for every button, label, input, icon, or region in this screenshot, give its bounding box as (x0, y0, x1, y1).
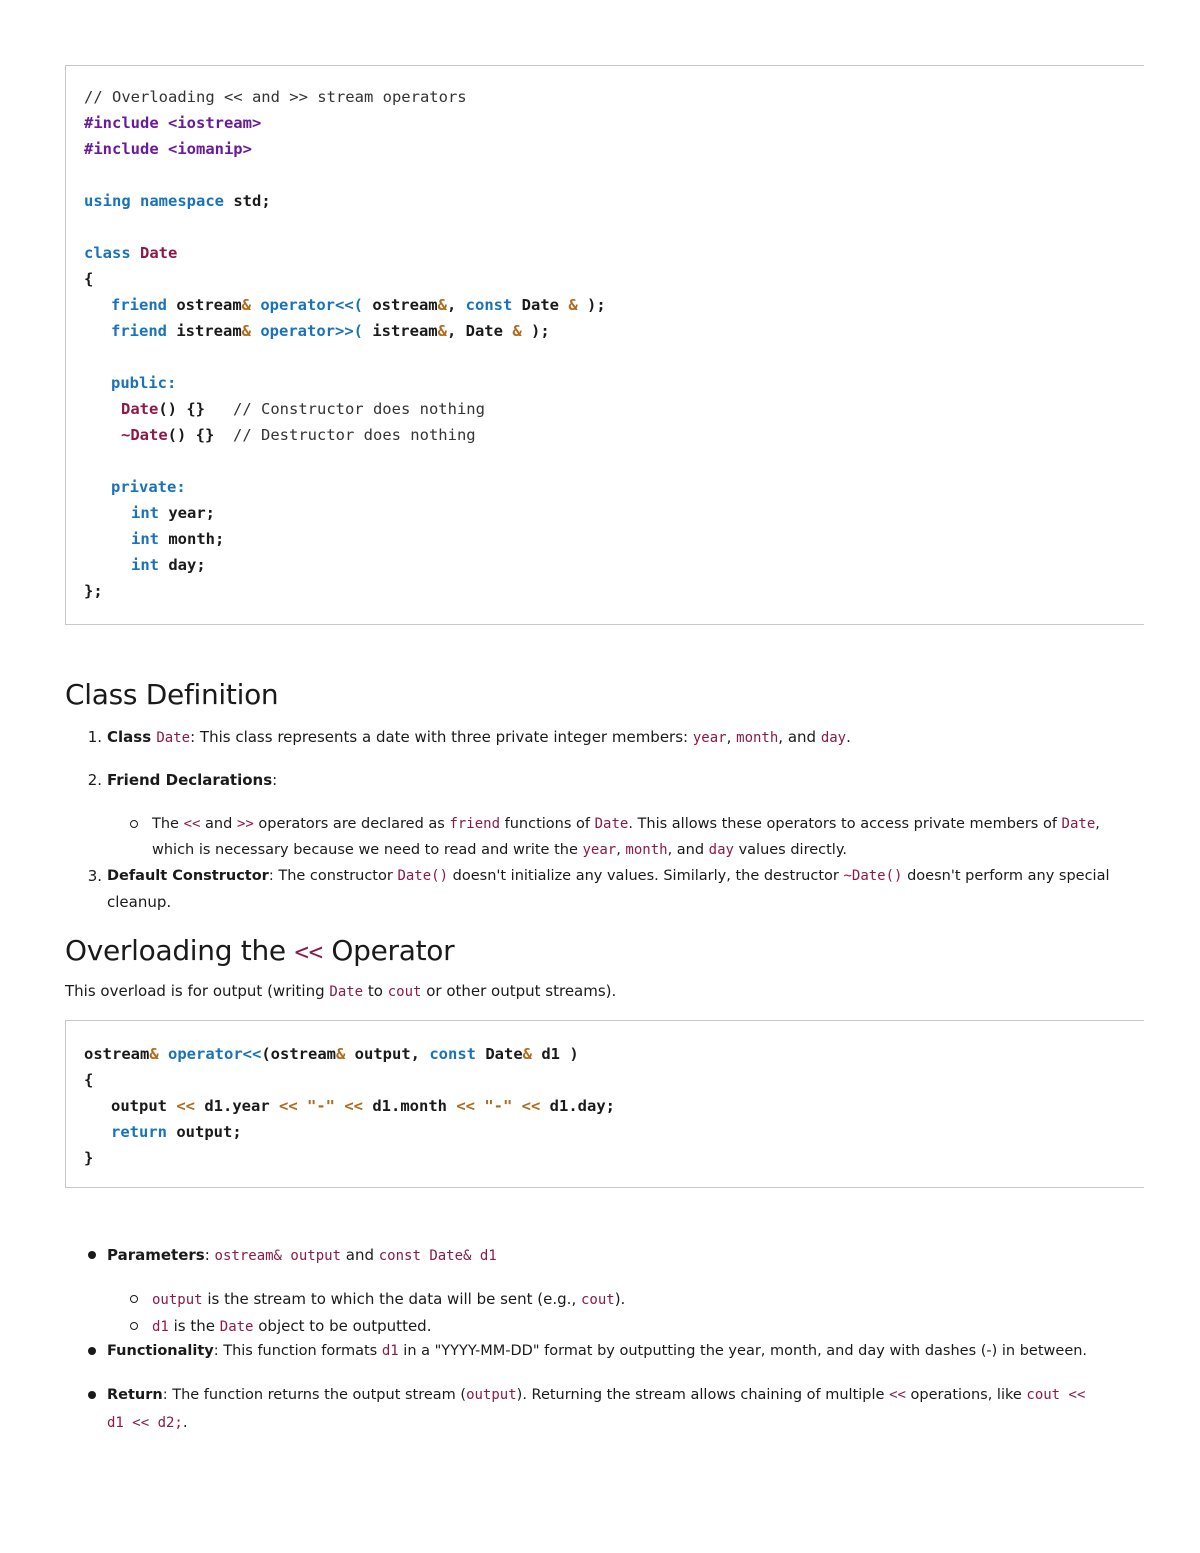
code-line (131, 552, 206, 578)
code-keyword: friend (111, 322, 167, 340)
code-text: { (84, 270, 94, 288)
inline-code: cout << (1026, 1387, 1086, 1403)
code-operator: & (437, 322, 447, 340)
code-type: Date (130, 244, 178, 262)
inline-code: day (820, 730, 847, 746)
code-line (84, 266, 93, 292)
paragraph-text: : The constructor (268, 868, 398, 884)
list-item-class (107, 725, 851, 750)
code-operator: << (456, 1097, 475, 1115)
code-text: month; (159, 530, 225, 548)
code-text: } (84, 1149, 94, 1167)
code-keyword: const (456, 296, 513, 314)
code-text: ostream (84, 1045, 150, 1063)
inline-code: output (466, 1387, 517, 1403)
list-item-friend (107, 768, 277, 792)
code-line (111, 474, 186, 500)
inline-code: output (152, 1292, 203, 1308)
code-text: () {} (158, 400, 205, 418)
code-type: Date (121, 400, 159, 418)
code-keyword: class (84, 244, 131, 262)
bullet-disc-icon (88, 1347, 96, 1355)
paragraph-text: , and (667, 842, 709, 858)
paragraph-text: , and (778, 728, 821, 746)
paragraph-text: or other output streams). (421, 982, 617, 1000)
code-operator: << (335, 1097, 363, 1115)
inline-code: << (294, 938, 323, 966)
code-line (131, 526, 224, 552)
inline-code: friend (449, 816, 501, 832)
code-block-date-class (65, 65, 1144, 625)
inline-code: Date() (397, 868, 449, 884)
inline-code: const Date& d1 (378, 1248, 497, 1264)
code-operator: & (241, 322, 251, 340)
code-line (84, 1041, 579, 1067)
inline-code: ostream& output (214, 1248, 341, 1264)
inline-code: day (708, 842, 734, 858)
bullet-return (107, 1383, 1085, 1407)
paragraph-text: which is necessary because we need to read and write the (152, 842, 583, 858)
code-line (84, 1145, 93, 1171)
code-text: }; (84, 582, 103, 600)
code-line (111, 292, 606, 318)
bold-text: Parameters (107, 1246, 205, 1264)
code-keyword: int (131, 504, 159, 522)
code-type: ~Date (121, 426, 168, 444)
code-operator: << (512, 1097, 541, 1115)
paragraph-text: object to be outputted. (253, 1317, 432, 1335)
section-heading-overloading (65, 934, 454, 967)
code-text: { (84, 1071, 94, 1089)
bold-text: Functionality (107, 1343, 214, 1359)
paragraph-text: : (272, 771, 278, 789)
code-text: <iostream> (158, 114, 262, 132)
paragraph-text: . (846, 728, 851, 746)
inline-code: year (582, 842, 617, 858)
code-text: istream (167, 322, 242, 340)
code-keyword: public: (111, 374, 177, 392)
inline-code: d1 (152, 1319, 169, 1335)
code-line (111, 1093, 615, 1119)
code-text: d1.month (363, 1097, 457, 1115)
bullet-functionality (107, 1339, 1087, 1363)
inline-code: Date (219, 1319, 254, 1335)
code-block-operator-overload (65, 1020, 1144, 1188)
code-keyword: #include (84, 114, 159, 132)
bold-text: Friend Declarations (107, 771, 273, 789)
code-operator: & (522, 1045, 533, 1063)
sub-list-item (152, 812, 1100, 836)
inline-code: cout (580, 1292, 615, 1308)
code-string: "-" (297, 1097, 335, 1115)
list-number: 1. (87, 728, 102, 746)
paragraph-text: doesn't perform any special (902, 868, 1110, 884)
inline-code: d1 << d2; (107, 1415, 183, 1431)
code-string: "-" (475, 1097, 513, 1115)
code-text: output; (167, 1123, 242, 1141)
code-keyword: using (84, 192, 131, 210)
paragraph-text: This overload is for output (writing (65, 982, 330, 1000)
code-text: output (111, 1097, 177, 1115)
bullet-circle-icon (130, 1295, 138, 1303)
code-text: d1 ) (532, 1045, 579, 1063)
paragraph-text: operations, like (905, 1387, 1027, 1403)
paragraph-text: operators are declared as (253, 816, 450, 832)
list-item-constructor-continued: cleanup. (107, 893, 172, 911)
paragraph-text: : This class represents a date with three private integer members: (190, 728, 693, 746)
bold-text: Return (107, 1387, 163, 1403)
paragraph-text: is the (168, 1317, 220, 1335)
inline-code: month (736, 730, 779, 746)
paragraph-text: , (616, 842, 626, 858)
code-comment: // Destructor does nothing (214, 426, 476, 444)
inline-code: Date (329, 984, 364, 1000)
code-keyword: operator>>( (251, 322, 363, 340)
paragraph-text: to (363, 982, 388, 1000)
inline-code: d1 (381, 1343, 399, 1359)
paragraph-text: and (200, 816, 237, 832)
code-keyword: #include (84, 140, 159, 158)
code-text: ); (577, 296, 606, 314)
code-line (84, 240, 177, 266)
section-heading-class-definition: Class Definition (65, 678, 279, 711)
code-text: output, (345, 1045, 430, 1063)
intro-paragraph (65, 979, 616, 1004)
list-item-constructor (107, 864, 1109, 888)
bullet-disc-icon (88, 1391, 96, 1399)
inline-code: << (183, 816, 201, 832)
code-operator: & (149, 1045, 159, 1063)
code-line (84, 110, 261, 136)
inline-code: Date (594, 816, 629, 832)
bullet-parameters (107, 1243, 497, 1268)
list-number: 2. (87, 771, 102, 789)
code-text: , Date (446, 322, 513, 340)
code-comment: // Constructor does nothing (205, 400, 485, 418)
paragraph-text: The (152, 816, 184, 832)
heading-text: Operator (322, 934, 455, 967)
code-text: (ostream (261, 1045, 336, 1063)
code-operator: << (279, 1097, 298, 1115)
inline-code: cout (387, 984, 422, 1000)
inline-code: Date (156, 730, 191, 746)
code-line (111, 318, 550, 344)
inline-code: >> (236, 816, 254, 832)
paragraph-text: is the stream to which the data will be sent (e.g., (202, 1290, 581, 1308)
code-operator: & (335, 1045, 346, 1063)
paragraph-text: , (726, 728, 737, 746)
paragraph-text: values directly. (733, 842, 847, 858)
sub-list-item-continued (152, 838, 847, 862)
code-text: Date (512, 296, 569, 314)
code-line (84, 136, 252, 162)
code-text: () {} (167, 426, 215, 444)
paragraph-text: in a "YYYY-MM-DD" format by outputting the year, month, and day with dashes (-) in between. (398, 1343, 1088, 1359)
code-keyword: friend (111, 296, 167, 314)
code-keyword: private: (111, 478, 186, 496)
paragraph-text: . (182, 1413, 188, 1431)
paragraph-text: functions of (500, 816, 595, 832)
code-comment: // Overloading << and >> stream operators (84, 88, 467, 106)
inline-code: ~Date() (843, 868, 903, 884)
paragraph-text: : The function returns the output stream ( (162, 1387, 467, 1403)
bullet-return-continued (107, 1410, 188, 1435)
code-keyword: int (131, 556, 159, 574)
code-operator: & (437, 296, 447, 314)
code-keyword: namespace (130, 192, 224, 210)
code-line (84, 188, 271, 214)
inline-code: year (692, 730, 727, 746)
sub-bullet-output (152, 1287, 625, 1312)
code-keyword: return (111, 1123, 167, 1141)
code-keyword: operator<< (158, 1045, 262, 1063)
code-text: std; (224, 192, 271, 210)
code-keyword: int (131, 530, 159, 548)
code-text: day; (159, 556, 206, 574)
code-text: Date (476, 1045, 523, 1063)
code-line (84, 578, 103, 604)
code-text: , (446, 296, 457, 314)
code-operator: << (176, 1097, 195, 1115)
paragraph-text: : This function formats (213, 1343, 382, 1359)
code-text: <iomanip> (158, 140, 252, 158)
code-line (111, 1119, 242, 1145)
code-text: istream (362, 322, 438, 340)
paragraph-text: ). (614, 1290, 626, 1308)
list-number: 3. (87, 867, 102, 885)
bullet-circle-icon (130, 1322, 138, 1330)
bullet-disc-icon (88, 1251, 96, 1259)
paragraph-text: , (1095, 816, 1100, 832)
paragraph-text: and (340, 1246, 379, 1264)
code-text: d1.year (195, 1097, 279, 1115)
inline-code: Date (1061, 816, 1096, 832)
code-text: d1.day; (540, 1097, 615, 1115)
bold-text: Class (107, 728, 157, 746)
code-operator: & (568, 296, 578, 314)
bullet-circle-icon (130, 820, 138, 828)
sub-bullet-d1 (152, 1314, 431, 1339)
code-operator: & (241, 296, 251, 314)
inline-code: << (889, 1387, 906, 1403)
paragraph-text: doesn't initialize any values. Similarly, the destructor (448, 868, 844, 884)
code-line (131, 500, 215, 526)
code-keyword: operator<<( (251, 296, 363, 314)
code-text: ostream (362, 296, 438, 314)
code-operator: & (512, 322, 522, 340)
code-line (121, 422, 476, 448)
code-keyword: const (429, 1045, 476, 1063)
inline-code: month (625, 842, 668, 858)
code-text: ); (521, 322, 550, 340)
code-text: ostream (167, 296, 242, 314)
code-line (121, 396, 485, 422)
heading-text: Overloading the (65, 934, 295, 967)
bold-text: Default Constructor (107, 868, 269, 884)
code-text: year; (159, 504, 215, 522)
code-line (84, 84, 467, 110)
paragraph-text: ). Returning the stream allows chaining of multiple (516, 1387, 890, 1403)
code-line (111, 370, 176, 396)
paragraph-text: : (204, 1246, 215, 1264)
code-line (84, 1067, 93, 1093)
paragraph-text: . This allows these operators to access private members of (628, 816, 1062, 832)
